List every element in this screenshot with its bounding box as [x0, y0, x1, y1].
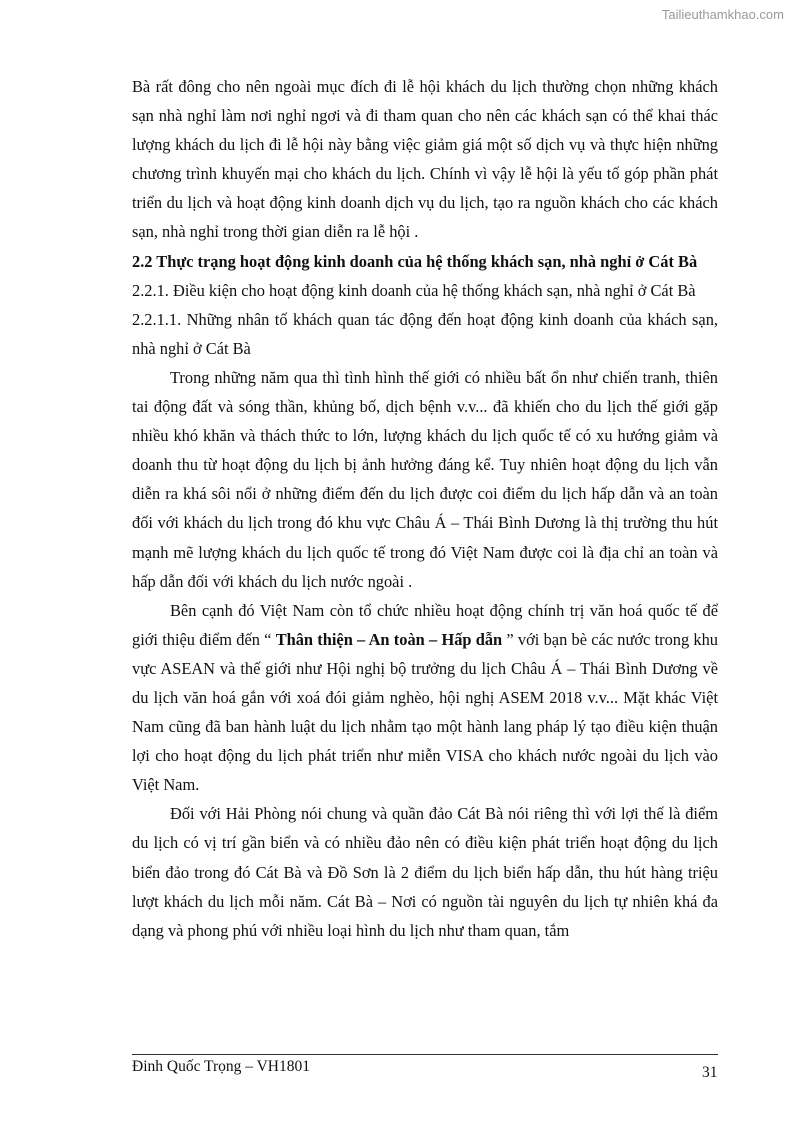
subheading-2-2-1: 2.2.1. Điều kiện cho hoạt động kinh doanh của hệ thống khách sạn, nhà nghỉ ở Cát Bà: [132, 280, 696, 300]
paragraph-hai-phong: Đối với Hải Phòng nói chung và quần đảo Cát Bà nói riêng thì với lợi thế là điểm du lịch có vị trí gần biển và có nhiều đảo nên có điều kiện phát triển hoạt động du lịch biển đảo trong đó Cát Bà và Đồ Sơn là 2 điểm du lịch biển hấp dẫn, thu hút hàng triệu lượt khách du lịch mỗi năm. Cát Bà – Nơi có nguồn tài nguyên du lịch tự nhiên khá đa dạng và phong phú với nhiều loại hình du lịch như tham quan, tắm: [132, 804, 718, 940]
paragraph-world-situation: Trong những năm qua thì tình hình thế giới có nhiều bất ổn như chiến tranh, thiên tai động đất và sóng thần, khủng bố, dịch bệnh v.v... đã khiến cho du lịch thế giới gặp nhiều khó khăn và thách thức to lớn, lượng khách du lịch quốc tế có xu hướng giảm và doanh thu từ hoạt động du lịch bị ảnh hưởng đáng kể. Tuy nhiên hoạt động du lịch vẫn diễn ra khá sôi nổi ở những điểm đến du lịch được coi điểm du lịch hấp dẫn và an toàn đối với khách du lịch trong đó khu vực Châu Á – Thái Bình Dương là thị trường thu hút mạnh mẽ lượng khách du lịch quốc tế trong đó Việt Nam được coi là địa chỉ an toàn và hấp dẫn đối với khách du lịch nước ngoài .: [132, 367, 718, 591]
subheading-2-2-1-1: 2.2.1.1. Những nhân tố khách quan tác động đến hoạt động kinh doanh của khách sạn, nhà nghỉ ở Cát Bà: [132, 309, 718, 358]
section-heading-2-2: 2.2 Thực trạng hoạt động kinh doanh của hệ thống khách sạn, nhà nghỉ ở Cát Bà: [132, 251, 698, 271]
paragraph-vietnam-activities: [132, 596, 718, 800]
paragraph-text-after: ” với bạn bè các nước trong khu vực ASEAN và thế giới như Hội nghị bộ trưởng du lịch Châu Á – Thái Bình Dương về du lịch văn hoá gắn với xoá đói giảm nghèo, hội nghị ASEM 2018 v.v... Mặt khác Việt Nam cũng đã ban hành luật du lịch nhằm tạo một hành lang pháp lý tạo điều kiện thuận lợi cho hoạt động du lịch phát triển như miễn VISA cho khách nước ngoài du lịch vào Việt Nam.: [132, 629, 718, 795]
page-number: 31: [702, 1064, 718, 1081]
slogan-bold: Thân thiện – An toàn – Hấp dẫn: [275, 629, 503, 649]
document-body: [132, 72, 718, 945]
watermark: Tailieuthamkhao.com: [661, 7, 784, 22]
paragraph-text-before: Bên cạnh đó Việt Nam còn tổ chức nhiều hoạt động chính trị văn hoá quốc tế để giới thiệu điểm đến “: [132, 600, 718, 649]
paragraph-continuation: Bà rất đông cho nên ngoài mục đích đi lễ hội khách du lịch thường chọn những khách sạn nhà nghỉ làm nơi nghỉ ngơi và đi tham quan cho nên các khách sạn có thể khai thác lượng khách du lịch đi lễ hội này bằng việc giảm giá một số dịch vụ và thực hiện những chương trình khuyến mại cho khách du lịch. Chính vì vậy lễ hội là yếu tố góp phần phát triển du lịch và hoạt động kinh doanh dịch vụ du lịch, tạo ra nguồn khách cho các khách sạn, nhà nghỉ trong thời gian diễn ra lễ hội .: [132, 77, 718, 242]
footer-divider: [132, 1054, 718, 1055]
footer-author: Đinh Quốc Trọng – VH1801: [132, 1058, 310, 1075]
